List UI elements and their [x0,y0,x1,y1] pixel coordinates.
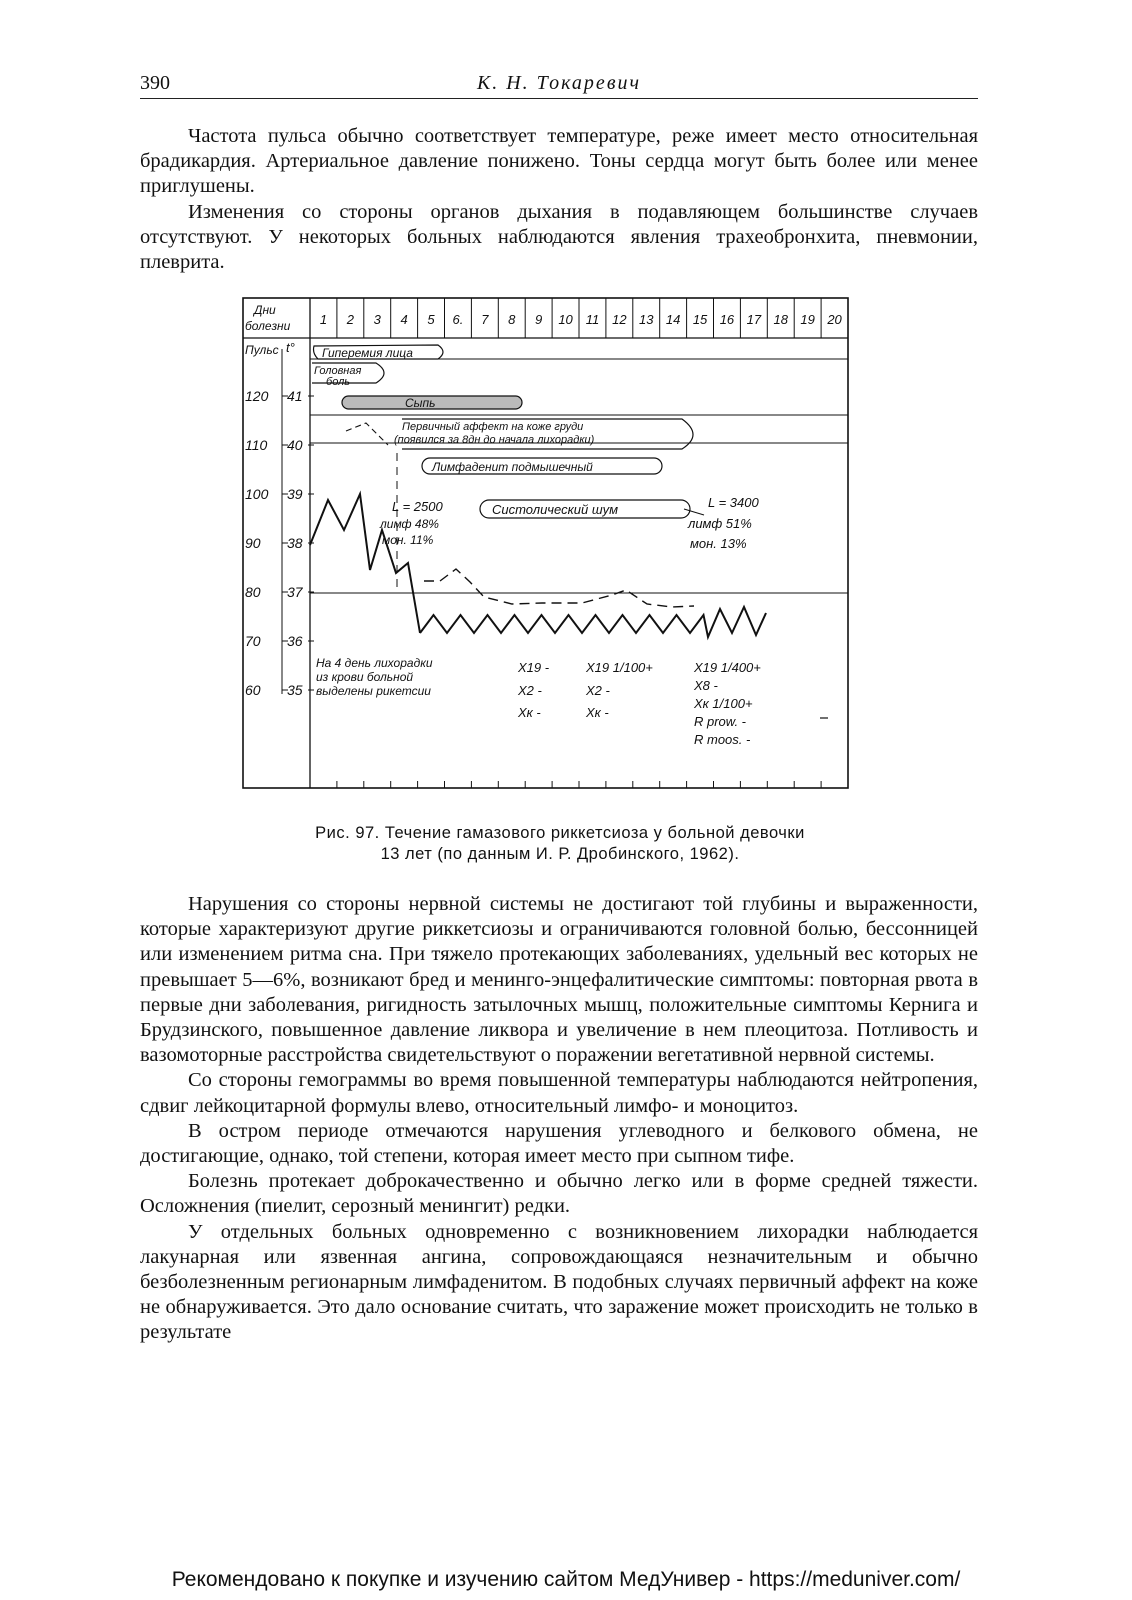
lab-1-monocytes: мон. 11% [382,533,434,547]
serology-day16-r-moos: R moos. - [694,732,751,747]
serology-day9-xk: Xк - [518,705,541,720]
page-header [140,70,978,99]
pulse-tick-label: 120 [245,388,269,404]
caption-line: 13 лет (по данным И. Р. Дробинского, 1962). [380,845,740,863]
day-label: 16 [719,312,735,327]
pulse-curve [424,569,694,607]
temp-tick-label: 36 [287,633,303,649]
day-label: 2 [346,312,354,327]
header-label-days: Дни [254,303,276,317]
temp-tick-label: 41 [287,388,303,404]
serology-day16-x8: X8 - [694,678,718,693]
day-label: 8 [508,312,516,327]
paragraph: Болезнь протекает доброкачественно и обычно легко или в форме средней тяжести. Осложнения (пиелит, серозный менингит) редки. [140,1170,978,1218]
figure-caption [230,823,890,865]
day-label: 14 [665,312,681,327]
pulse-tick-label: 70 [245,633,261,649]
axis-pulse-label: Пульс [245,343,279,357]
paragraph: Изменения со стороны органов дыхания в подавляющем большинстве случаев отсутствуют. У некоторых больных наблюдаются явления трахеобронхита, пневмонии, плеврита. [140,200,978,274]
paragraph: Частота пульса обычно соответствует температуре, реже имеет место относительная брадикардия. Артериальное давление понижено. Тоны сердца могут быть более или менее приглушены. [140,125,978,198]
caption-line: Рис. 97. Течение гамазового риккетсиоза у больной девочки [315,824,805,842]
paragraph: В остром периоде отмечаются нарушения углеводного и белкового обмена, не достигающие, однако, той степени, которая имеет место при сыпном тифе. [140,1119,978,1168]
rash-label: Сыпь [405,396,436,410]
body-text-top [140,124,978,275]
pulse-tick-label: 60 [245,682,261,698]
lab-2-leukocytes: L = 3400 [708,495,759,510]
hyperemia-label: Гиперемия лица [322,346,413,360]
temp-tick-label: 35 [287,682,303,698]
temp-tick-label: 37 [287,584,303,600]
pulse-tick-label: 100 [245,486,269,502]
day-label: 11 [585,312,600,327]
day-label: 19 [800,312,815,327]
pulse-tick-label: 90 [245,535,261,551]
pulse-tick-label: 110 [245,437,268,453]
day-label: 6. [452,312,464,327]
fever-chart [242,297,852,791]
day-label: 20 [827,312,842,327]
body-text-bottom [140,892,978,1346]
lab-1-lymphocytes: лимф 48% [380,517,439,531]
footer-note: Рекомендовано к покупке и изучению сайтом МедУнивер - https://meduniver.com/ [171,1568,961,1591]
paragraph: Нарушения со стороны нервной системы не достигают той глубины и выраженности, которые характеризуют другие риккетсиозы и ограничиваются головной болью, бессонницей или изменением ритма сна. При тяжело протекающих заболеваниях, удельный вес которых не превышает 5—6%, возникают бред и менинго-энцефалитические симптомы: повторная рвота в первые дни заболевания, ригидность затылочных мышц, положительные симптомы Кернига и Брудзинского, повышенное давление ликвора и увеличение в нем плеоцитоза. Потливость и вазомоторные расстройства свидетельствуют о поражении вегетативной нервной системы. [140,893,978,1067]
temp-tick-label: 40 [287,437,303,453]
temp-tick-label: 38 [287,535,303,551]
axis-temp-label: t° [286,340,295,355]
serology-day9-x19: X19 - [518,660,550,675]
day-label: 10 [558,312,573,327]
day-label: 5 [427,312,435,327]
temp-tick-label: 39 [287,486,303,502]
pulse-tick-label: 80 [245,584,261,600]
headache-label-1: Головная [314,365,362,377]
day-label: 9 [535,312,543,327]
murmur-label: Систолический шум [492,502,619,517]
day-label: 4 [400,312,408,327]
paragraph: Со стороны гемограммы во время повышенной температуры наблюдаются нейтропения, сдвиг лейкоцитарной формулы влево, относительный лимфо- и моноцитоз. [140,1069,978,1117]
serology-day12-x19: X19 1/100+ [586,660,653,675]
day-label: 7 [481,312,489,327]
serology-day9-x2: X2 - [518,683,542,698]
day-label: 3 [373,312,381,327]
page-number: 390 [140,72,170,94]
header-label-illness: болезни [245,319,291,333]
serology-day16-xk: Xк 1/100+ [694,696,753,711]
paragraph: У отдельных больных одновременно с возникновением лихорадки наблюдается лакунарная или язвенная ангина, сопровождающаяся незначительным и обычно безболезненным регионарным лимфаденитом. В подобных случаях первичный аффект на коже не обнаруживается. Это дало основание считать, что заражение может происходить не только в результате [140,1220,978,1344]
day-label: 15 [692,312,708,327]
temperature-curve-fluctuation [420,607,766,637]
lab-2-monocytes: мон. 13% [690,536,747,551]
lab-1-leukocytes: L = 2500 [392,499,443,514]
serology-day16-r-prow: R prow. - [694,714,747,729]
serology-day16-x19: X19 1/400+ [694,660,761,675]
note-line-2: из крови больной [316,670,414,684]
serology-day12-xk: Xк - [586,705,609,720]
primary-affect-label-2: (появился за 8дн до начала лихорадки) [394,434,595,446]
note-line-3: выделены рикетсии [316,684,431,698]
connector-line [684,509,704,515]
day-label: 1 [319,312,328,327]
temperature-curve [310,494,420,633]
serology-day12-x2: X2 - [586,683,610,698]
day-label: 17 [746,312,762,327]
day-label: 18 [773,312,788,327]
primary-affect-dashes [346,423,388,445]
day-label: 13 [639,312,654,327]
lab-2-lymphocytes: лимф 51% [688,516,752,531]
running-title: К. Н. Токаревич [476,72,642,94]
note-line-1: На 4 день лихорадки [316,656,433,670]
primary-affect-label-1: Первичный аффект на коже груди [402,421,584,433]
day-label: 12 [612,312,627,327]
lymphadenitis-label: Лимфаденит подмышечный [432,460,593,474]
headache-label-2: боль [326,376,351,388]
